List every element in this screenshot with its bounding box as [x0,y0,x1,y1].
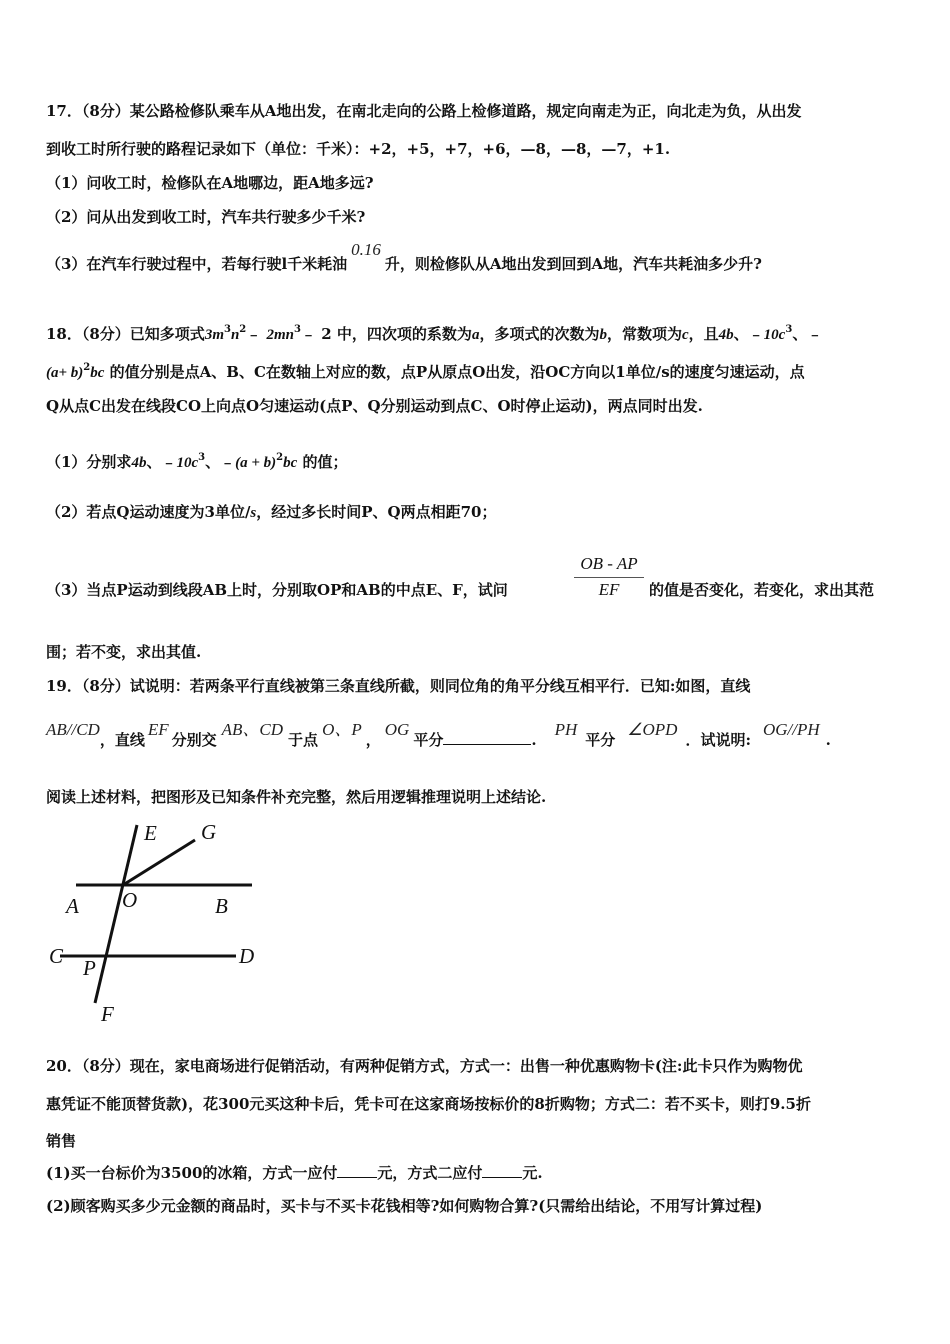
q17-sub-3 [46,240,762,274]
q18-text-2: ，多项式的次数为 [479,325,600,343]
q19-blank[interactable] [443,744,531,745]
q19-text-7: 平分 [585,731,616,749]
q17-line-1: 17．（8分）某公路检修队乘车从A地出发，在南北走向的公路上检修道路，规定向南走为正，向北走为负，从出发 [46,102,802,120]
q18-poly-minus2: ﹣ [301,325,317,343]
q18-var-c: c [681,327,689,343]
q19-text-9: . [825,731,831,749]
q19-text-2: 分别交 [171,731,217,749]
q20-line-2: 惠凭证不能顶替货款)，花300元买这种卡后，凭卡可在这家商场按标价的8折购物；方式二：若不买卡，则打9.5折 [46,1095,811,1113]
q18-sub-1-text: （1）分别求 [46,453,132,471]
q19-line-1: 19．（8分）试说明：若两条平行直线被第三条直线所截，则同位角的角平分线互相平行．已知:如图，直线 [46,677,751,695]
q18-sub-1-bc: bc [283,455,298,471]
q17-sub-1: （1）问收工时，检修队在A地哪边，距A地多远? [46,174,374,192]
fraction-bar [574,577,644,578]
q19-math-ph: PH [554,720,578,739]
q18-expr-10c: 10c [763,327,786,343]
line-ef [95,825,137,1003]
q18-sub-1-10c-exp: 3 [198,452,206,463]
label-e: E [144,821,157,845]
q18-text-4: ，且 [688,325,719,343]
q19-geometry-figure [40,818,280,1028]
q18-expr-4b: 4b [718,327,734,343]
ray-og [123,840,195,885]
q18-sub-1-sep1: 、﹣ [146,453,177,471]
q18-sub-3-text-a: （3）当点P运动到线段AB上时，分别取OP和AB的中点E、F，试问 [46,581,508,599]
q18-var-a: a [471,327,480,343]
q20-line-3: 销售 [46,1132,77,1150]
q19-text-8: ．试说明: [685,731,751,749]
q17-oil-rate: 0.16 [351,240,381,259]
q17-line-2: 到收工时所行驶的路程记录如下（单位：千米）：+2，+5，+7，+6，—8，—8，—7，+1. [46,140,671,158]
q18-sep-1: 、﹣ [733,325,764,343]
q19-math-angle-opd: ∠OPD [627,720,678,739]
q18-poly-term2: 2mn [266,327,295,343]
q18-poly-exp1: 3 [223,324,231,335]
q19-math-og-ph: OG//PH [762,720,820,739]
q20-blank-1[interactable] [337,1177,377,1178]
q19-math-ab-cd-2: AB、CD [221,720,284,739]
q18-line-3: Q从点C出发在线段CO上向点O匀速运动(点P、Q分别运动到点C、O时停止运动)，两点同时出发. [46,397,703,415]
q19-text-3: 于点 [288,731,319,749]
q19-text-6: . [531,731,537,749]
q18-sub-1-4b: 4b [131,455,147,471]
label-b: B [215,894,228,918]
label-d: D [239,944,255,968]
q19-math-og: OG [384,720,410,739]
q18-sub-1-sep2: 、﹣ [205,453,236,471]
label-f: F [101,1002,114,1026]
q18-polynomial [205,325,332,343]
fraction-denominator: EF [598,580,620,599]
label-c: C [49,944,64,968]
label-p: P [83,956,96,980]
q20-sub-1 [46,1163,543,1183]
q17-sub-3-text-a: （3）在汽车行驶过程中，若每行驶l千米耗油 [46,255,348,273]
fraction-numerator: OB - AP [580,554,638,573]
q17-sub-2: （2）问从出发到收工时，汽车共行驶多少千米? [46,208,366,226]
q19-text-4: ， [365,731,381,749]
q19-math-ab-cd: AB//CD [46,720,100,739]
q18-sub-2-text-b: ，经过多长时间P、Q两点相距70； [256,503,497,521]
q20-blank-2[interactable] [482,1177,522,1178]
q18-sub-1-end: 的值； [302,453,348,471]
q17-sub-3-text-b: 升，则检修队从A地出发到回到A地，汽车共耗油多少升? [384,255,762,273]
q18-line-2-text: 的值分别是点A、B、C在数轴上对应的数，点P从原点O出发，沿OC方向以1单位/s的速度匀速运动，点 [109,363,805,381]
q18-expr-bc: bc [90,365,105,381]
q18-poly-const: 2 [321,325,332,343]
q20-sub-1-text-b: 元，方式二应付 [377,1164,483,1182]
q18-prefix: 18．（8分）已知多项式 [46,325,205,343]
q18-var-b: b [599,327,607,343]
q18-line-2 [46,358,805,383]
label-a: A [66,894,79,918]
q18-expr-ab-exp: 2 [83,362,91,373]
q18-sep-2: 、﹣ [792,325,823,343]
q20-sub-2: (2)顾客购买多少元金额的商品时，买卡与不买卡花钱相等?如何购物合算?(只需给出结论，不用写计算过程) [46,1197,763,1215]
q18-poly-exp2: 2 [239,324,247,335]
q18-expr-10c-exp: 3 [785,324,793,335]
q18-sub-1-ab-exp: 2 [276,452,284,463]
q18-sub-1 [46,448,348,473]
q18-sub-1-10c: 10c [176,455,199,471]
q18-fraction [574,554,644,600]
label-o: O [122,888,138,912]
q18-sub-3-text-b: 的值是否变化，若变化，求出其范 [649,581,875,599]
q18-sub-2 [46,502,497,523]
q18-sub-1-ab: (a + b) [235,455,277,471]
q18-text-1: 中，四次项的系数为 [336,325,472,343]
q18-sub-2-text-a: （2）若点Q运动速度为3单位/ [46,503,251,521]
q20-sub-1-text-a: (1)买一台标价为3500的冰箱，方式一应付 [46,1164,338,1182]
q18-poly-exp3: 3 [294,324,301,335]
q19-line-3: 阅读上述材料，把图形及已知条件补充完整，然后用逻辑推理说明上述结论. [46,788,547,806]
q19-text-1: ，直线 [99,731,145,749]
q18-poly-n: n [230,327,240,343]
q18-line-1 [46,320,822,345]
q19-line-2 [46,720,831,750]
q19-text-5: 平分 [413,731,444,749]
q18-sub-2-s: s [250,505,257,521]
q20-sub-1-text-c: 元. [522,1164,543,1182]
q18-expr-ab: (a+ b) [46,365,84,381]
q19-math-ef: EF [147,720,169,739]
q18-text-3: ，常数项为 [606,325,682,343]
q18-sub-3-text-c: 围；若不变，求出其值. [46,643,202,661]
q19-math-o-p: O、P [322,720,362,739]
label-g: G [201,820,217,844]
q20-line-1: 20．（8分）现在，家电商场进行促销活动，有两种促销方式，方式一：出售一种优惠购物卡(注:此卡只作为购物优 [46,1057,803,1075]
q18-poly-minus1: ﹣ [246,325,262,343]
q18-poly-term1: 3m [204,327,224,343]
